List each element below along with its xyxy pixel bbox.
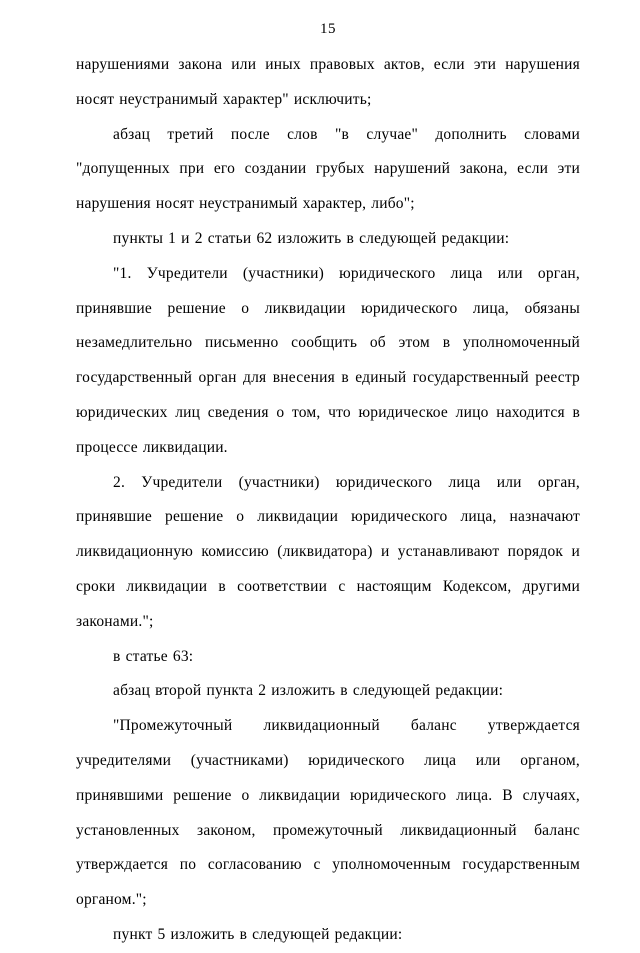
paragraph: в статье 63:	[113, 647, 194, 665]
paragraph: нарушениями закона или иных правовых актов, если эти нарушения носят неустранимый характер" исключить;	[76, 56, 580, 108]
paragraph: пункт 5 изложить в следующей редакции:	[113, 925, 403, 943]
paragraph: абзац третий после слов "в случае" дополнить словами "допущенных при его создании грубых нарушений закона, если эти нарушения носят неустранимый характер, либо";	[76, 125, 580, 213]
paragraph: абзац второй пункта 2 изложить в следующей редакции:	[113, 682, 504, 700]
paragraph: пункты 1 и 2 статьи 62 изложить в следующей редакции:	[113, 229, 510, 247]
page-number: 15	[320, 21, 336, 37]
paragraph: "1. Учредители (участники) юридического лица или орган, принявшие решение о ликвидации юридического лица, обязаны незамедлительно письменно сообщить об этом в уполномоченный государственный орган для внесения в единый государственный реестр юридических лиц сведения о том, что юридическое лицо находится в процессе ликвидации.	[76, 264, 580, 456]
paragraph: 2. Учредители (участники) юридического лица или орган, принявшие решение о ликвидации юридического лица, назначают ликвидационную комиссию (ликвидатора) и устанавливают порядок и сроки ликвидации в соответствии с настоящим Кодексом, другими законами.";	[76, 473, 580, 630]
document-body	[76, 48, 580, 953]
paragraph: "Промежуточный ликвидационный баланс утверждается учредителями (участниками) юридического лица или органом, принявшими решение о ликвидации юридического лица. В случаях, установленных законом, промежуточный ликвидационный баланс утверждается по согласованию с уполномоченным государственным органом.";	[76, 717, 580, 909]
